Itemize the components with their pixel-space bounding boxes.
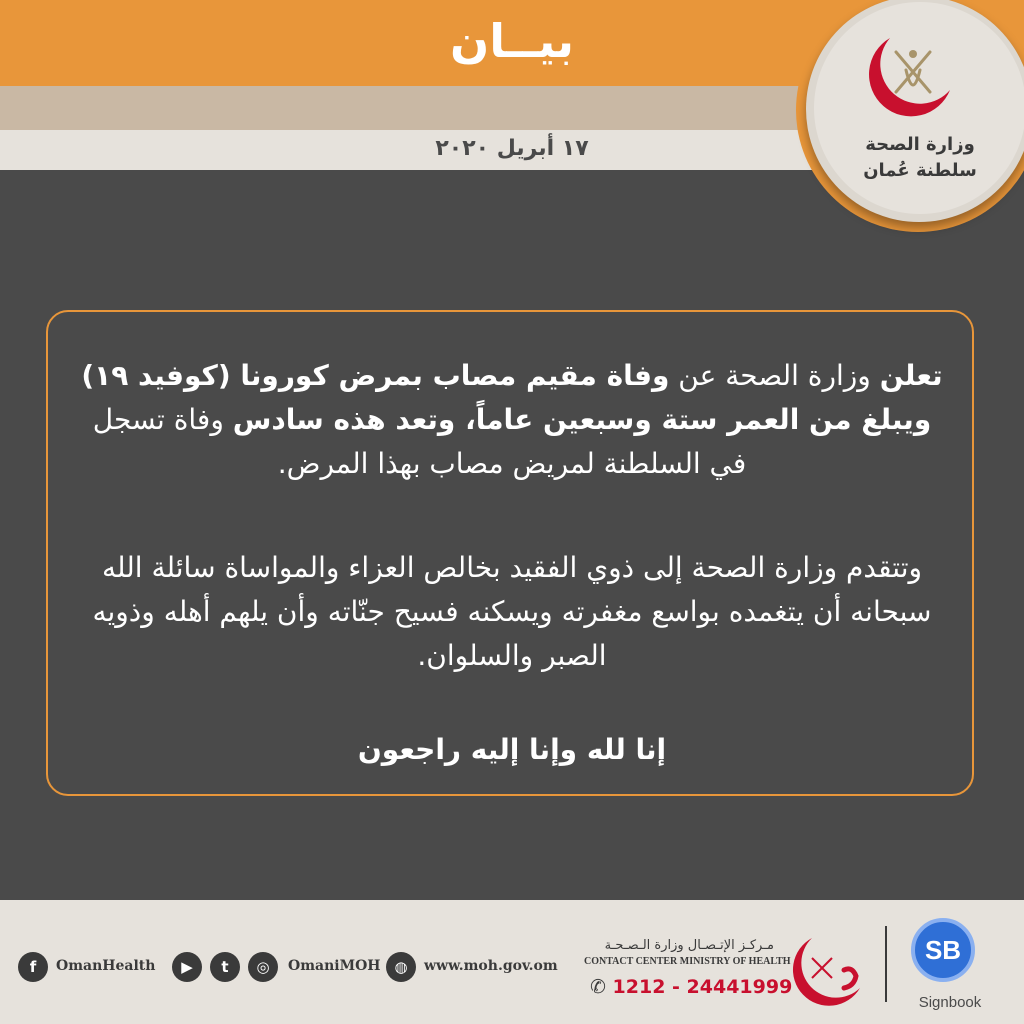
statement-p1-bold-a: تعلن — [879, 359, 943, 392]
statement-closing: إنا لله وإنا إليه راجعون — [357, 733, 667, 766]
page-title: بيــان — [449, 14, 575, 68]
contact-center-label-ar: مـركـز الإتـصـال وزارة الـصـحـة — [604, 938, 774, 953]
statement-p1-bold-c: وفاة مقيم مصاب بمرض كورونا (كوفيد ١٩) ويبلغ من العمر ستة وسبعين عاماً، وتعد هذه سادس — [81, 359, 932, 436]
statement-paragraph-2: وتتقدم وزارة الصحة إلى ذوي الفقيد بخالص العزاء والمواساة سائلة الله سبحانه أن يتغمده بواسع مغفرته ويسكنه فسيح جنّاته وأن يلهم أهله وذويه الصبر والسلوان. — [92, 551, 932, 672]
twitter-icon[interactable]: t — [210, 952, 240, 982]
statement-date: ١٧ أبريل ٢٠٢٠ — [435, 136, 589, 161]
contact-phone[interactable] — [590, 976, 793, 998]
statement-p1-text-d: وفاة تسجل في السلطنة لمريض مصاب بهذا المرض. — [92, 403, 747, 480]
sultanate-name: سلطنة عُمان — [863, 160, 977, 181]
facebook-icon[interactable]: f — [18, 952, 48, 982]
phone-icon: ✆ — [590, 976, 606, 998]
social-handle[interactable]: OmaniMOH — [288, 958, 381, 974]
ministry-emblem-icon — [858, 30, 958, 120]
website-link[interactable]: www.moh.gov.om — [424, 958, 558, 974]
contact-phone-number: 1212 - 24441999 — [612, 976, 793, 998]
statement-p1-text-b: وزارة الصحة عن — [669, 359, 880, 392]
youtube-icon[interactable]: ▶ — [172, 952, 202, 982]
signbook-logo: SB — [911, 918, 975, 982]
footer-divider — [885, 926, 887, 1002]
web-icon[interactable]: ◍ — [386, 952, 416, 982]
contact-center-label-en: CONTACT CENTER MINISTRY OF HEALTH — [584, 956, 791, 967]
signbook-label: Signbook — [918, 994, 982, 1011]
contact-center-logo-icon — [782, 930, 868, 1016]
ministry-name: وزارة الصحة — [865, 134, 975, 155]
statement-paragraph-1 — [70, 354, 954, 486]
instagram-icon[interactable]: ◎ — [248, 952, 278, 982]
facebook-handle[interactable]: OmanHealth — [56, 958, 156, 974]
